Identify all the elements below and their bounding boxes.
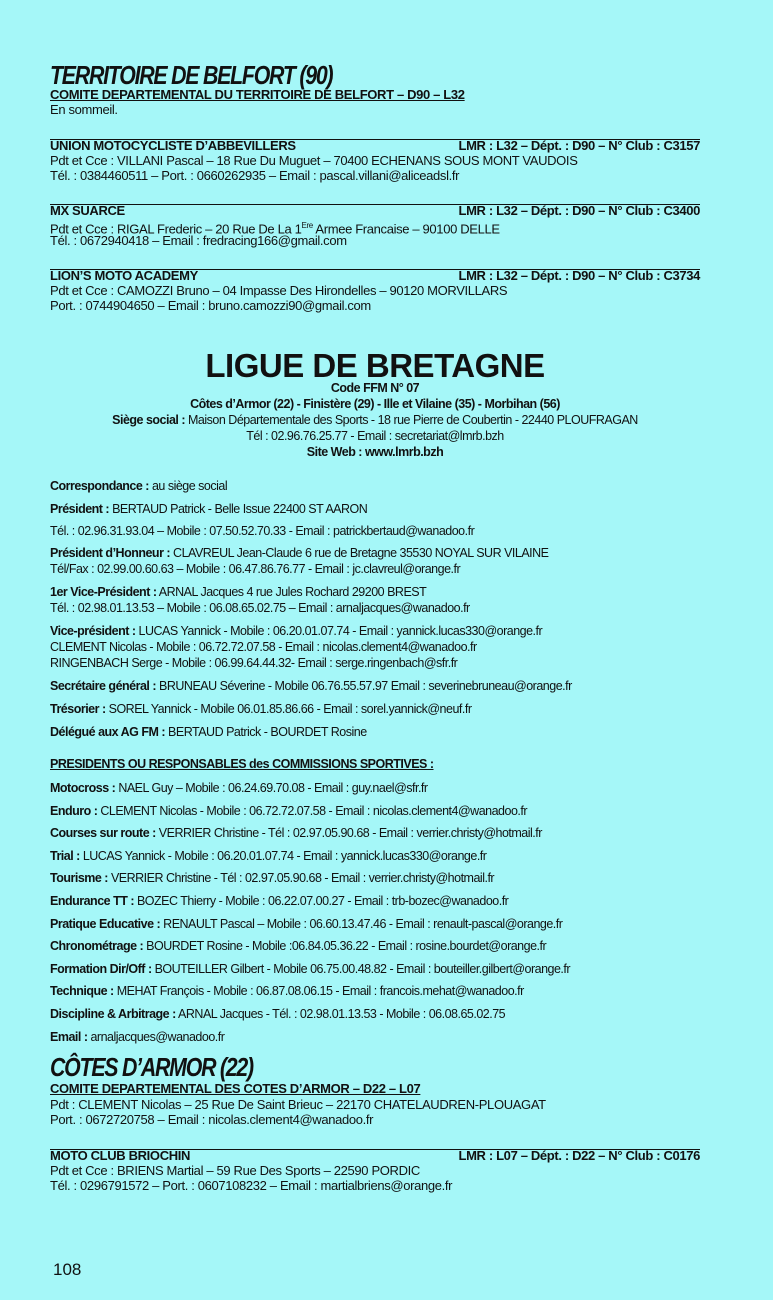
club-line: Pdt et Cce : RIGAL Frederic – 20 Rue De La 1Ere Armee Francaise – 90100 DELLE: [50, 221, 500, 237]
club-name: LION’S MOTO ACADEMY: [50, 268, 198, 283]
officer-value: BRUNEAU Séverine - Mobile 06.76.55.57.97 Email : severinebruneau@orange.fr: [156, 679, 572, 693]
commission-line: [50, 849, 486, 863]
club-code: LMR : L07 – Dépt. : D22 – N° Club : C0176: [458, 1148, 700, 1163]
commission-line: [50, 1007, 505, 1021]
officer-value: CLEMENT Nicolas - Mobile : 06.72.72.07.58 - Email : nicolas.clement4@wanadoo.fr: [50, 640, 477, 654]
ligue-departements: Côtes d’Armor (22) - Finistère (29) - Ille et Vilaine (35) - Morbihan (56): [190, 397, 560, 411]
club-name: MOTO CLUB BRIOCHIN: [50, 1148, 191, 1163]
club-header: [50, 138, 700, 153]
ligue-site: Site Web : www.lmrb.bzh: [306, 445, 444, 459]
club-line: Tél. : 0296791572 – Port. : 0607108232 – Email : martialbriens@orange.fr: [50, 1178, 453, 1193]
club-line: Pdt et Cce : VILLANI Pascal – 18 Rue Du Muguet – 70400 ECHENANS SOUS MONT VAUDOIS: [50, 153, 578, 168]
officer-label: Président :: [50, 502, 110, 516]
officer-line: [50, 502, 367, 516]
club-name: UNION MOTOCYCLISTE D’ABBEVILLERS: [50, 138, 296, 153]
officer-line: [50, 656, 457, 670]
commission-label: Tourisme :: [50, 871, 108, 886]
club-code: LMR : L32 – Dépt. : D90 – N° Club : C3157: [458, 138, 700, 153]
officer-value: ARNAL Jacques 4 rue Jules Rochard 29200 BREST: [156, 585, 427, 599]
officer-value: RINGENBACH Serge - Mobile : 06.99.64.44.32- Email : serge.ringenbach@sfr.fr: [50, 656, 458, 670]
officer-line: [50, 524, 474, 538]
commission-label: Discipline & Arbitrage :: [50, 1007, 176, 1021]
commission-label: Pratique Educative :: [50, 916, 161, 931]
commission-line: [50, 962, 570, 976]
officer-label: 1er Vice-Président :: [50, 585, 157, 599]
officer-line: [50, 479, 227, 493]
comite-belfort-status: En sommeil.: [50, 102, 118, 117]
officer-line: [50, 601, 470, 615]
comite-armor-line: Pdt : CLEMENT Nicolas – 25 Rue De Saint Brieuc – 22170 CHATELAUDREN-PLOUAGAT: [50, 1097, 546, 1112]
commission-line: [50, 984, 524, 998]
club-header: [50, 203, 700, 218]
comite-armor-line: Port. : 0672720758 – Email : nicolas.clement4@wanadoo.fr: [50, 1112, 374, 1127]
commission-value: RENAULT Pascal – Mobile : 06.60.13.47.46 - Email : renault-pascal@orange.fr: [160, 916, 563, 931]
commission-value: BOZEC Thierry - Mobile : 06.22.07.00.27 - Email : trb-bozec@wanadoo.fr: [133, 894, 509, 908]
club-line: Tél. : 0384460511 – Port. : 0660262935 – Email : pascal.villani@aliceadsl.fr: [50, 168, 460, 183]
section-title-belfort: TERRITOIRE DE BELFORT (90): [50, 60, 333, 90]
commission-label: Technique :: [50, 984, 114, 999]
commission-label: Chronométrage :: [50, 939, 144, 954]
commission-value: VERRIER Christine - Tél : 02.97.05.90.68 - Email : verrier.christy@hotmail.fr: [155, 826, 542, 841]
commission-label: Email :: [50, 1029, 88, 1044]
officer-line: [50, 640, 477, 654]
officer-line: [50, 702, 472, 716]
club-code: LMR : L32 – Dépt. : D90 – N° Club : C3400: [458, 203, 700, 218]
commission-line: [50, 1030, 224, 1044]
officer-line: [50, 585, 426, 599]
commission-line: [50, 781, 428, 795]
officer-value: BERTAUD Patrick - Belle Issue 22400 ST AARON: [109, 502, 368, 516]
club-line: Pdt et Cce : CAMOZZI Bruno – 04 Impasse Des Hirondelles – 90120 MORVILLARS: [50, 283, 508, 298]
officer-label: Président d’Honneur :: [50, 546, 171, 560]
commission-value: MEHAT François - Mobile : 06.87.08.06.15 - Email : francois.mehat@wanadoo.fr: [113, 984, 524, 999]
commission-value: VERRIER Christine - Tél : 02.97.05.90.68 - Email : verrier.christy@hotmail.fr: [107, 871, 495, 886]
officer-value: Tél. : 02.98.01.13.53 – Mobile : 06.08.65.02.75 – Email : arnaljacques@wanadoo.fr: [50, 601, 470, 615]
ligue-title: LIGUE DE BRETAGNE: [205, 347, 545, 384]
comite-belfort-name: COMITE DEPARTEMENTAL DU TERRITOIRE DE BELFORT – D90 – L32: [50, 87, 465, 102]
commission-label: Motocross :: [50, 781, 116, 795]
ligue-siege: Siège social : Maison Départementale des Sports - 18 rue Pierre de Coubertin - 22440 PLOUFRAGAN: [112, 413, 638, 427]
commission-value: LUCAS Yannick - Mobile : 06.20.01.07.74 - Email : yannick.lucas330@orange.fr: [79, 848, 487, 863]
officer-value: BERTAUD Patrick - BOURDET Rosine: [165, 725, 367, 739]
officer-label: Délégué aux AG FM :: [50, 725, 166, 739]
ligue-code: Code FFM N° 07: [330, 381, 420, 395]
comite-armor-name: COMITE DEPARTEMENTAL DES COTES D’ARMOR – D22 – L07: [50, 1081, 421, 1096]
club-line: Port. : 0744904650 – Email : bruno.camozzi90@gmail.com: [50, 298, 371, 313]
page-number: 108: [53, 1260, 82, 1279]
officer-value: Tél. : 02.96.31.93.04 – Mobile : 07.50.52.70.33 - Email : patrickbertaud@wanadoo.fr: [50, 524, 475, 538]
officer-label: Correspondance :: [50, 479, 149, 493]
commission-label: Courses sur route :: [50, 826, 156, 841]
club-line: Pdt et Cce : BRIENS Martial – 59 Rue Des Sports – 22590 PORDIC: [50, 1163, 420, 1178]
commission-label: Trial :: [50, 848, 80, 863]
commission-value: CLEMENT Nicolas - Mobile : 06.72.72.07.58 - Email : nicolas.clement4@wanadoo.fr: [97, 803, 528, 818]
commission-value: arnaljacques@wanadoo.fr: [87, 1029, 225, 1044]
section-title-armor: CÔTES D’ARMOR (22): [50, 1052, 253, 1082]
officer-value: LUCAS Yannick - Mobile : 06.20.01.07.74 - Email : yannick.lucas330@orange.fr: [135, 624, 543, 638]
commission-line: [50, 894, 508, 908]
officer-value: au siège social: [148, 479, 228, 493]
officer-label: Vice-président :: [50, 624, 136, 638]
club-header: [50, 1148, 700, 1163]
club-code: LMR : L32 – Dépt. : D90 – N° Club : C3734: [458, 268, 700, 283]
officer-value: CLAVREUL Jean-Claude 6 rue de Bretagne 35530 NOYAL SUR VILAINE: [170, 546, 549, 560]
officer-line: [50, 546, 549, 560]
officer-value: Tél/Fax : 02.99.00.60.63 – Mobile : 06.47.86.76.77 - Email : jc.clavreul@orange.fr: [50, 562, 461, 576]
commission-label: Endurance TT :: [50, 894, 134, 908]
club-line: Tél. : 0672940418 – Email : fredracing166@gmail.com: [50, 233, 347, 248]
officer-label: Secrétaire général :: [50, 679, 157, 693]
commission-line: [50, 917, 562, 931]
ligue-tel: Tél : 02.96.76.25.77 - Email : secretariat@lmrb.bzh: [246, 429, 504, 443]
commission-label: Enduro :: [50, 803, 98, 818]
officer-line: [50, 725, 367, 739]
commission-value: ARNAL Jacques - Tél. : 02.98.01.13.53 - Mobile : 06.08.65.02.75: [175, 1007, 506, 1021]
commission-value: BOUTEILLER Gilbert - Mobile 06.75.00.48.82 - Email : bouteiller.gilbert@orange.fr: [151, 961, 571, 976]
commission-line: [50, 939, 546, 953]
commission-line: [50, 804, 527, 818]
commission-label: Formation Dir/Off :: [50, 961, 152, 976]
commissions-heading: PRESIDENTS OU RESPONSABLES des COMMISSIONS SPORTIVES :: [50, 757, 434, 771]
officer-line: [50, 562, 460, 576]
officer-value: SOREL Yannick - Mobile 06.01.85.86.66 - Email : sorel.yannick@neuf.fr: [105, 702, 472, 716]
officer-label: Trésorier :: [50, 702, 106, 716]
commission-line: [50, 826, 542, 840]
commission-line: [50, 871, 494, 885]
club-name: MX SUARCE: [50, 203, 125, 218]
officer-line: [50, 624, 542, 638]
commission-value: BOURDET Rosine - Mobile :06.84.05.36.22 - Email : rosine.bourdet@orange.fr: [143, 939, 547, 954]
officer-line: [50, 679, 572, 693]
commission-value: NAEL Guy – Mobile : 06.24.69.70.08 - Email : guy.nael@sfr.fr: [115, 781, 428, 795]
club-header: [50, 268, 700, 283]
